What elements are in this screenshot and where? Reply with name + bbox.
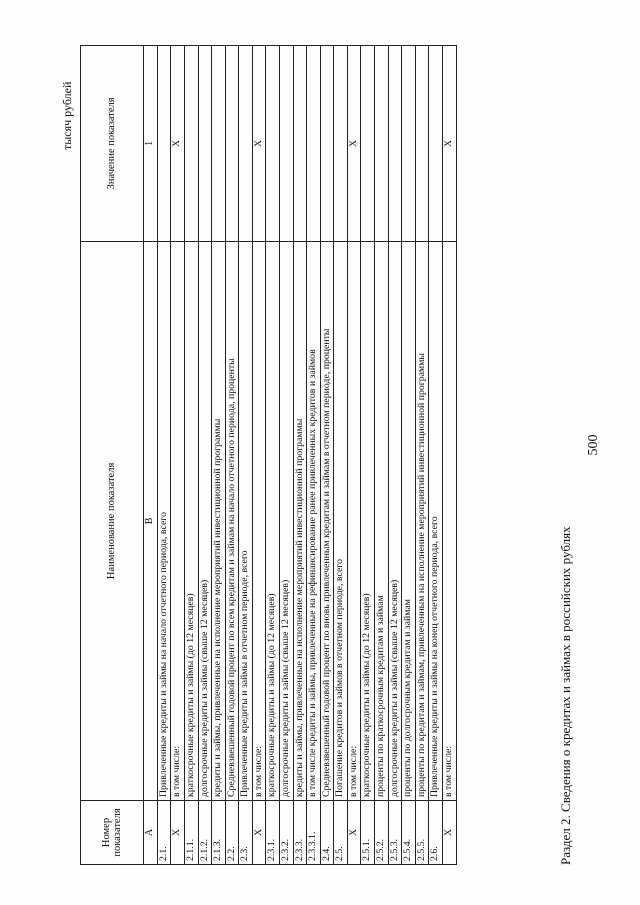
table-row bbox=[347, 46, 361, 865]
table-row bbox=[293, 46, 307, 865]
row-name-cell: Погашение кредитов и займов в отчетном периоде, всего bbox=[334, 241, 348, 800]
row-number-cell: X bbox=[347, 801, 361, 865]
section-title: Раздел 2. Сведения о кредитах и займах в российских рублях bbox=[558, 526, 573, 865]
row-name-cell: проценты по кредитам и займам, привлеченным на исполнение мероприятий инвестиционной программы bbox=[415, 241, 429, 800]
row-number-cell: 2.5.4. bbox=[402, 801, 416, 865]
row-number-cell: X bbox=[171, 801, 185, 865]
table-row bbox=[334, 46, 348, 865]
row-name-cell: в том числе кредиты и займы, привлеченные на рефинансирование ранее привлеченных кредитов и займов bbox=[307, 241, 321, 800]
row-value-cell bbox=[184, 46, 198, 242]
letter-number: А bbox=[144, 801, 158, 865]
row-value-cell bbox=[225, 46, 239, 242]
row-name-cell: в том числе: bbox=[442, 241, 456, 800]
row-name-cell: проценты по краткосрочным кредитам и займам bbox=[375, 241, 389, 800]
row-number-cell: 2.6. bbox=[429, 801, 443, 865]
header-name: Наименование показателя bbox=[81, 241, 144, 800]
table-body bbox=[157, 46, 456, 865]
row-number-cell: 2.2. bbox=[225, 801, 239, 865]
table-row bbox=[239, 46, 253, 865]
row-number-cell: 2.1.2. bbox=[198, 801, 212, 865]
row-value-cell bbox=[307, 46, 321, 242]
row-value-cell bbox=[266, 46, 280, 242]
row-name-cell: проценты по долгосрочным кредитам и займам bbox=[402, 241, 416, 800]
row-value-cell: X bbox=[171, 46, 185, 242]
letter-name: В bbox=[144, 241, 158, 800]
table-row bbox=[429, 46, 443, 865]
row-number-cell: 2.1.3. bbox=[212, 801, 226, 865]
table-row bbox=[184, 46, 198, 865]
table-row bbox=[225, 46, 239, 865]
row-value-cell bbox=[375, 46, 389, 242]
row-name-cell: Средневзвешенный годовой процент по всем кредитам и займам на начало отчетного периода, проценты bbox=[225, 241, 239, 800]
row-value-cell bbox=[320, 46, 334, 242]
row-number-cell: X bbox=[252, 801, 266, 865]
table-row bbox=[307, 46, 321, 865]
table-row bbox=[280, 46, 294, 865]
row-number-cell: 2.5.1. bbox=[361, 801, 375, 865]
table-row bbox=[266, 46, 280, 865]
table-row bbox=[375, 46, 389, 865]
row-value-cell bbox=[280, 46, 294, 242]
row-number-cell: 2.3.2. bbox=[280, 801, 294, 865]
row-number-cell: 2.1. bbox=[157, 801, 171, 865]
row-value-cell bbox=[212, 46, 226, 242]
table-row bbox=[198, 46, 212, 865]
table-row bbox=[402, 46, 416, 865]
table-row bbox=[157, 46, 171, 865]
page-number: 500 bbox=[586, 434, 601, 456]
row-value-cell bbox=[402, 46, 416, 242]
row-name-cell: Привлеченные кредиты и займы на начало отчетного периода, всего bbox=[157, 241, 171, 800]
row-value-cell bbox=[198, 46, 212, 242]
row-number-cell: 2.5.2. bbox=[375, 801, 389, 865]
row-value-cell bbox=[157, 46, 171, 242]
row-number-cell: X bbox=[442, 801, 456, 865]
table-row bbox=[320, 46, 334, 865]
data-table bbox=[80, 45, 457, 865]
units-label: тысяч рублей bbox=[60, 81, 74, 150]
header-number: Номер показателя bbox=[81, 801, 144, 865]
table-row bbox=[252, 46, 266, 865]
row-number-cell: 2.3. bbox=[239, 801, 253, 865]
row-number-cell: 2.4. bbox=[320, 801, 334, 865]
row-name-cell: Привлеченные кредиты и займы в отчетном периоде, всего bbox=[239, 241, 253, 800]
table-row bbox=[171, 46, 185, 865]
row-value-cell bbox=[293, 46, 307, 242]
row-name-cell: кредиты и займы, привлеченные на исполнение мероприятий инвестиционной программы bbox=[293, 241, 307, 800]
row-name-cell: краткосрочные кредиты и займы (до 12 месяцев) bbox=[184, 241, 198, 800]
table-row bbox=[212, 46, 226, 865]
row-value-cell: X bbox=[347, 46, 361, 242]
table-header-row bbox=[81, 46, 144, 865]
column-letters-row bbox=[144, 46, 158, 865]
row-number-cell: 2.3.3. bbox=[293, 801, 307, 865]
row-value-cell bbox=[361, 46, 375, 242]
row-name-cell: краткосрочные кредиты и займы (до 12 месяцев) bbox=[266, 241, 280, 800]
row-name-cell: в том числе: bbox=[347, 241, 361, 800]
row-number-cell: 2.3.3.1. bbox=[307, 801, 321, 865]
row-value-cell bbox=[429, 46, 443, 242]
row-number-cell: 2.5. bbox=[334, 801, 348, 865]
table-row bbox=[361, 46, 375, 865]
row-name-cell: в том числе: bbox=[171, 241, 185, 800]
row-name-cell: краткосрочные кредиты и займы (до 12 месяцев) bbox=[361, 241, 375, 800]
row-name-cell: в том числе: bbox=[252, 241, 266, 800]
letter-value: 1 bbox=[144, 46, 158, 242]
row-number-cell: 2.5.5. bbox=[415, 801, 429, 865]
table-row bbox=[388, 46, 402, 865]
row-name-cell: Средневзвешенный годовой процент по вновь привлеченным кредитам и займам в отчетном периоде, проценты bbox=[320, 241, 334, 800]
row-name-cell: Привлеченные кредиты и займы на конец отчетного периода, всего bbox=[429, 241, 443, 800]
row-name-cell: долгосрочные кредиты и займы (свыше 12 месяцев) bbox=[388, 241, 402, 800]
header-value: Значение показателя bbox=[81, 46, 144, 242]
row-number-cell: 2.5.3. bbox=[388, 801, 402, 865]
row-number-cell: 2.3.1. bbox=[266, 801, 280, 865]
row-value-cell bbox=[415, 46, 429, 242]
row-value-cell bbox=[239, 46, 253, 242]
row-value-cell bbox=[334, 46, 348, 242]
row-name-cell: кредиты и займы, привлеченные на исполнение мероприятий инвестиционной программы bbox=[212, 241, 226, 800]
row-value-cell: X bbox=[442, 46, 456, 242]
table-row bbox=[415, 46, 429, 865]
row-number-cell: 2.1.1. bbox=[184, 801, 198, 865]
row-name-cell: долгосрочные кредиты и займы (свыше 12 месяцев) bbox=[280, 241, 294, 800]
row-value-cell: X bbox=[252, 46, 266, 242]
row-name-cell: долгосрочные кредиты и займы (свыше 12 месяцев) bbox=[198, 241, 212, 800]
row-value-cell bbox=[388, 46, 402, 242]
table-row bbox=[442, 46, 456, 865]
